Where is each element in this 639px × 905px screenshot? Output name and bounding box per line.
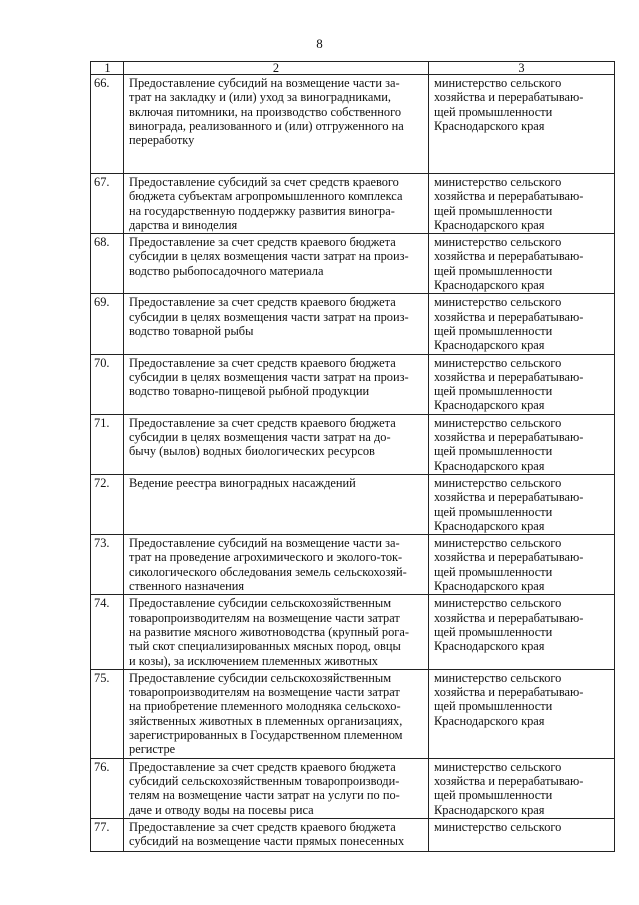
row-description: Предоставление субсидий за счет средств краевого бюджета субъектам агропромышленного комплекса на государственную поддержку развития виногра- дарства и виноделия [124,174,429,234]
row-agency: министерство сельского хозяйства и перерабатываю- щей промышленности Краснодарского края [429,535,615,595]
table-row [91,75,615,174]
row-number: 71. [91,414,124,474]
row-number: 67. [91,174,124,234]
row-description: Предоставление за счет средств краевого бюджета субсидии в целях возмещения части затрат на до- бычу (вылов) водных биологических ресурсов [124,414,429,474]
row-description: Предоставление субсидий на возмещение части за- трат на проведение агрохимического и эколого-ток- сикологического обследования земель сельскохозяй- ственного назначения [124,535,429,595]
row-agency: министерство сельского хозяйства и перерабатываю- щей промышленности Краснодарского края [429,669,615,758]
table-row [91,174,615,234]
row-description: Предоставление за счет средств краевого бюджета субсидий на возмещение части прямых понесенных [124,818,429,851]
row-agency: министерство сельского хозяйства и перерабатываю- щей промышленности Краснодарского края [429,474,615,534]
row-number: 70. [91,354,124,414]
row-description: Предоставление за счет средств краевого бюджета субсидий сельскохозяйственным товаропроизводи- телям на возмещение части затрат на услуги по по- даче и отводу воды на посевы риса [124,758,429,818]
row-agency: министерство сельского хозяйства и перерабатываю- щей промышленности Краснодарского края [429,75,615,174]
row-number: 69. [91,294,124,354]
row-number: 76. [91,758,124,818]
column-header-3: 3 [429,62,615,75]
row-description: Предоставление субсидии сельскохозяйственным товаропроизводителям на возмещение части затрат на приобретение племенного молодняка сельскохо- зяйственных животных в племенных организациях, зарегистрированных в Государственном племенном регистре [124,669,429,758]
table-header-row [91,62,615,75]
row-agency: министерство сельского хозяйства и перерабатываю- щей промышленности Краснодарского края [429,414,615,474]
row-agency: министерство сельского хозяйства и перерабатываю- щей промышленности Краснодарского края [429,354,615,414]
row-agency: министерство сельского хозяйства и перерабатываю- щей промышленности Краснодарского края [429,174,615,234]
row-description: Предоставление за счет средств краевого бюджета субсидии в целях возмещения части затрат на произ- водство рыбопосадочного материала [124,234,429,294]
row-number: 77. [91,818,124,851]
row-number: 74. [91,595,124,669]
row-description: Предоставление субсидии сельскохозяйственным товаропроизводителям на возмещение части затрат на развитие мясного животноводства (крупный рога- тый скот специализированных мясных пород, овцы и козы), за исключением племенных животных [124,595,429,669]
row-description: Предоставление субсидий на возмещение части за- трат на закладку и (или) уход за виноградниками, включая питомники, на производство собственного винограда, реализованного и (или) отгруженного на переработку [124,75,429,174]
table-row [91,294,615,354]
table-row [91,758,615,818]
row-agency: министерство сельского [429,818,615,851]
row-number: 72. [91,474,124,534]
row-agency: министерство сельского хозяйства и перерабатываю- щей промышленности Краснодарского края [429,294,615,354]
row-number: 75. [91,669,124,758]
row-description: Предоставление за счет средств краевого бюджета субсидии в целях возмещения части затрат на произ- водство товарной рыбы [124,294,429,354]
table-row [91,234,615,294]
table-row [91,354,615,414]
table-row [91,818,615,851]
services-table [90,61,615,852]
row-agency: министерство сельского хозяйства и перерабатываю- щей промышленности Краснодарского края [429,234,615,294]
row-number: 68. [91,234,124,294]
row-number: 73. [91,535,124,595]
table-row [91,595,615,669]
row-number: 66. [91,75,124,174]
table-row [91,669,615,758]
table-row [91,535,615,595]
row-agency: министерство сельского хозяйства и перерабатываю- щей промышленности Краснодарского края [429,758,615,818]
row-agency: министерство сельского хозяйства и перерабатываю- щей промышленности Краснодарского края [429,595,615,669]
table-row [91,414,615,474]
page-number: 8 [316,36,323,51]
table-row [91,474,615,534]
column-header-2: 2 [124,62,429,75]
row-description: Предоставление за счет средств краевого бюджета субсидии в целях возмещения части затрат на произ- водство товарно-пищевой рыбной продукции [124,354,429,414]
row-description: Ведение реестра виноградных насаждений [124,474,429,534]
column-header-1: 1 [91,62,124,75]
